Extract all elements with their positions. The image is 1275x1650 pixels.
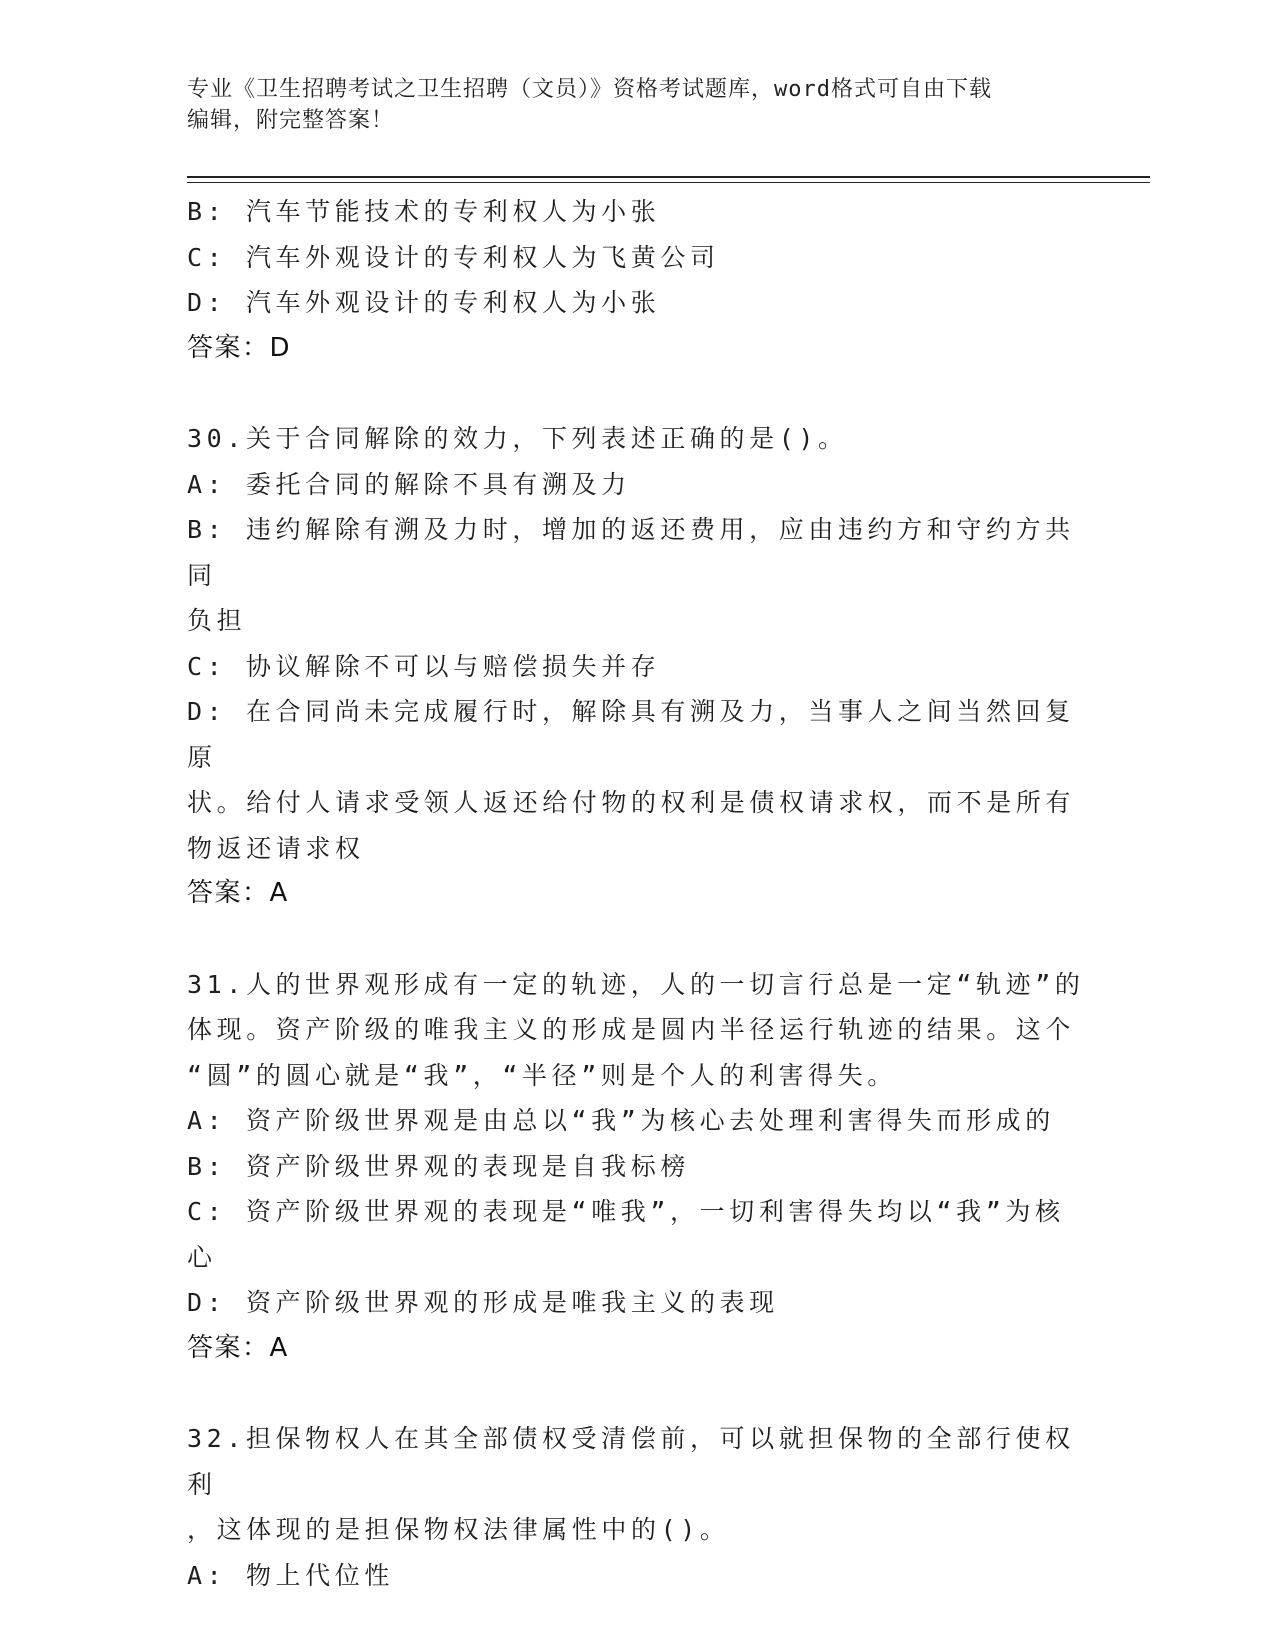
spacer	[187, 371, 1087, 416]
option-d: D: 资产阶级世界观的形成是唯我主义的表现	[187, 1288, 779, 1317]
answer-line: 答案：D	[187, 332, 292, 363]
question-block-32	[187, 1416, 1087, 1598]
option-d-continued: 物返还请求权	[187, 833, 365, 863]
question-block-31	[187, 962, 1087, 1372]
header-line-1: 专业《卫生招聘考试之卫生招聘（文员）》资格考试题库，word格式可自由下载	[187, 77, 992, 102]
option-b-continued: 负担	[187, 606, 247, 635]
question-block-30	[187, 416, 1087, 917]
option-a: A: 资产阶级世界观是由总以“我”为核心去处理利害得失而形成的	[187, 1106, 1055, 1135]
option-b: B: 汽车节能技术的专利权人为小张	[187, 197, 661, 226]
question-block-29	[187, 189, 1087, 371]
option-d-continued: 状。给付人请求受领人返还给付物的权利是债权请求权，而不是所有	[187, 788, 1076, 817]
option-b: B: 资产阶级世界观的表现是自我标榜	[187, 1151, 690, 1181]
question-stem-continued: ，这体现的是担保物权法律属性中的()。	[187, 1515, 730, 1544]
spacer	[187, 1371, 1087, 1416]
option-c: C: 协议解除不可以与赔偿损失并存	[187, 651, 661, 681]
option-d: D: 汽车外观设计的专利权人为小张	[187, 288, 661, 317]
document-header	[187, 74, 1087, 136]
option-c-continued: 心	[187, 1242, 217, 1272]
question-stem-continued: 体现。资产阶级的唯我主义的形成是圆内半径运行轨迹的结果。这个	[187, 1015, 1076, 1044]
option-c: C: 资产阶级世界观的表现是“唯我”，一切利害得失均以“我”为核	[187, 1197, 1065, 1226]
option-a: A: 委托合同的解除不具有溯及力	[187, 469, 631, 499]
option-d: D: 在合同尚未完成履行时，解除具有溯及力，当事人之间当然回复原	[187, 697, 1075, 772]
option-b: B: 违约解除有溯及力时，增加的返还费用，应由违约方和守约方共同	[187, 515, 1075, 590]
question-stem: 31.人的世界观形成有一定的轨迹，人的一切言行总是一定“轨迹”的	[187, 969, 1085, 999]
question-stem: 30.关于合同解除的效力，下列表述正确的是()。	[187, 424, 848, 453]
question-list	[187, 189, 1087, 1598]
spacer	[187, 917, 1087, 962]
option-a: A: 物上代位性	[187, 1560, 394, 1590]
header-line-2: 编辑，附完整答案！	[187, 108, 395, 133]
header-rule-thick	[187, 176, 1150, 178]
header-rule-thin	[187, 182, 1150, 183]
question-stem: 32.担保物权人在其全部债权受清偿前，可以就担保物的全部行使权利	[187, 1424, 1075, 1499]
option-c: C: 汽车外观设计的专利权人为飞黄公司	[187, 242, 720, 272]
question-stem-continued: “圆”的圆心就是“我”，“半径”则是个人的利害得失。	[187, 1060, 897, 1090]
answer-line: 答案：A	[187, 1332, 289, 1363]
answer-line: 答案：A	[187, 878, 289, 908]
